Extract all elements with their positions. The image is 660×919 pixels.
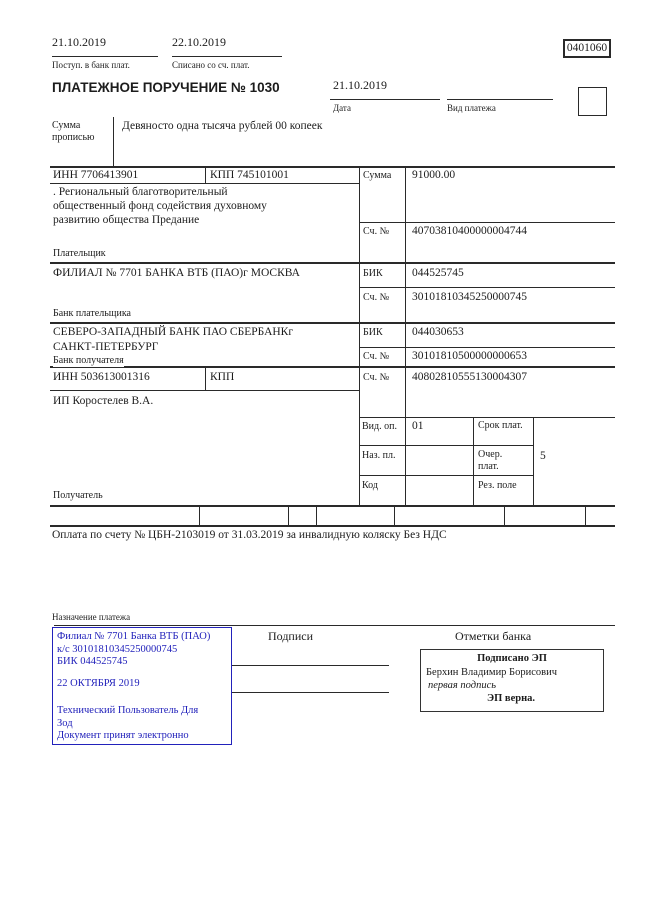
extra-row-divider-1: [199, 505, 200, 525]
payer-name-line3: развитию общества Предание: [53, 214, 200, 226]
payee-bank-bik: 044030653: [412, 326, 464, 338]
bank-stamp-line7: Документ принят электронно: [57, 730, 189, 741]
bank-stamp-line3: БИК 044525745: [57, 656, 128, 667]
payee-account: 40802810555130004307: [412, 371, 527, 383]
payee-bank-name-line2: САНКТ-ПЕТЕРБУРГ: [53, 341, 159, 353]
purpose-code-label: Наз. пл.: [362, 450, 396, 461]
bank-stamp-line4: 22 ОКТЯБРЯ 2019: [57, 678, 140, 689]
section-divider-payee-bank: [50, 366, 615, 368]
payer-bank-account-label: Сч. №: [363, 292, 390, 303]
signatures-label: Подписи: [268, 629, 314, 643]
debited-date-underline: [172, 56, 282, 57]
payment-purpose-label: Назначение платежа: [52, 612, 131, 622]
amount-value: 91000.00: [412, 169, 456, 181]
col-divider-values: [405, 166, 406, 505]
payer-bank-account: 30101810345250000745: [412, 291, 527, 303]
bank-marks-label: Отметки банка: [455, 629, 532, 643]
amount-words-label: Сумма прописью: [52, 120, 95, 143]
payer-section-label: Плательщик: [53, 248, 106, 259]
bank-stamp-line2: к/с 30101810345250000745: [57, 644, 178, 655]
payee-bank-section-label: Банк получателя: [53, 355, 124, 366]
table-border-top: [50, 166, 615, 168]
payer-name-line2: общественный фонд содействия духовному: [53, 200, 267, 212]
priority-label: Очер. плат.: [478, 449, 503, 472]
signature-line-1: [232, 665, 389, 666]
payer-name-line1: . Региональный благотворительный: [53, 186, 228, 198]
payee-bank-bik-label: БИК: [363, 327, 383, 338]
table-border-bottom: [50, 505, 615, 507]
document-date: 21.10.2019: [333, 78, 387, 92]
payer-bank-bik: 044525745: [412, 267, 464, 279]
section-divider-payer-bank: [50, 322, 615, 324]
amount-label: Сумма: [363, 170, 392, 181]
term-label: Срок плат.: [478, 420, 523, 431]
payee-bank-name-line1: СЕВЕРО-ЗАПАДНЫЙ БАНК ПАО СБЕРБАНКг: [53, 326, 294, 338]
row-divider-op1: [359, 445, 533, 446]
payee-section-label: Получатель: [53, 490, 103, 501]
date-underline: [330, 99, 440, 100]
row-divider-op-top: [359, 417, 615, 418]
bank-stamp-line6: Зод: [57, 718, 73, 729]
col-divider-op-labels: [473, 417, 474, 505]
bank-stamp-line1: Филиал № 7701 Банка ВТБ (ПАО): [57, 631, 211, 642]
extra-row-divider-4: [394, 505, 395, 525]
payment-purpose-text: Оплата по счету № ЦБН-2103019 от 31.03.2019 за инвалидную коляску Без НДС: [52, 529, 447, 541]
row-divider-bik1: [359, 287, 615, 288]
payee-bank-account-label: Сч. №: [363, 351, 390, 362]
payment-type-checkbox: [578, 87, 607, 116]
debited-date: 22.10.2019: [172, 35, 226, 49]
payer-bank-name: ФИЛИАЛ № 7701 БАНКА ВТБ (ПАО)г МОСКВА: [53, 267, 300, 279]
payer-bank-bik-label: БИК: [363, 268, 383, 279]
payer-kpp: КПП 745101001: [210, 169, 289, 181]
payee-name: ИП Коростелев В.А.: [53, 395, 154, 407]
col-divider-kpp1: [205, 166, 206, 183]
priority-value: 5: [540, 450, 546, 462]
extra-row-bottom: [50, 525, 615, 527]
extra-row-divider-2: [288, 505, 289, 525]
row-divider-op2: [359, 475, 533, 476]
amount-words-value: Девяносто одна тысяча рублей 00 копеек: [122, 120, 323, 132]
payer-account-label: Сч. №: [363, 226, 390, 237]
form-code-box: 0401060: [563, 39, 611, 58]
received-date: 21.10.2019: [52, 35, 106, 49]
payee-bank-account: 30101810500000000653: [412, 350, 527, 362]
debited-date-label: Списано со сч. плат.: [172, 60, 250, 70]
row-divider-inn1: [50, 183, 359, 184]
payer-bank-section-label: Банк плательщика: [53, 308, 131, 319]
extra-row-divider-3: [316, 505, 317, 525]
amount-words-divider: [113, 117, 114, 167]
col-divider-labels: [359, 166, 360, 505]
extra-row-divider-6: [585, 505, 586, 525]
row-divider-bik2: [359, 347, 615, 348]
code-label: Код: [362, 480, 378, 491]
purpose-section-underline: [54, 625, 615, 626]
reserve-field-label: Рез. поле: [478, 480, 517, 491]
bank-stamp-line5: Технический Пользователь Для: [57, 705, 199, 716]
row-divider-inn2: [50, 390, 359, 391]
payer-inn: ИНН 7706413901: [53, 169, 139, 181]
signature-line-2: [232, 692, 389, 693]
payer-account: 40703810400000004744: [412, 225, 527, 237]
esign-stamp-name: Берхин Владимир Борисович: [426, 667, 557, 678]
esign-stamp-subtitle: первая подпись: [428, 680, 497, 691]
payment-type-underline: [447, 99, 553, 100]
document-title: ПЛАТЕЖНОЕ ПОРУЧЕНИЕ № 1030: [52, 80, 280, 95]
date-label: Дата: [333, 103, 351, 113]
op-type-value: 01: [412, 420, 424, 432]
payee-inn: ИНН 503613001316: [53, 371, 150, 383]
payment-type-label: Вид платежа: [447, 103, 496, 113]
section-divider-payer: [50, 262, 615, 264]
op-type-label: Вид. оп.: [362, 421, 397, 432]
esign-stamp-title: Подписано ЭП: [477, 653, 547, 664]
received-date-label: Поступ. в банк плат.: [52, 60, 130, 70]
payee-account-label: Сч. №: [363, 372, 390, 383]
esign-stamp-verified: ЭП верна.: [487, 693, 536, 704]
col-divider-kpp2: [205, 366, 206, 390]
row-divider-sum-acc: [359, 222, 615, 223]
col-divider-op-values: [533, 417, 534, 505]
received-date-underline: [52, 56, 158, 57]
extra-row-divider-5: [504, 505, 505, 525]
payee-kpp: КПП: [210, 371, 235, 383]
